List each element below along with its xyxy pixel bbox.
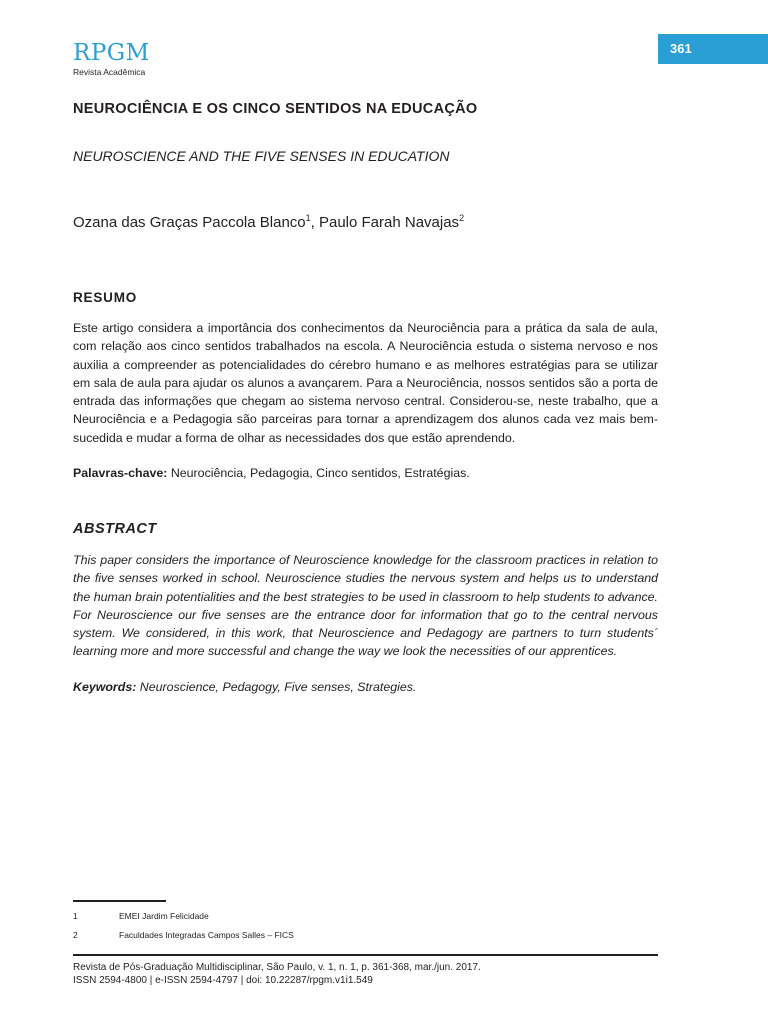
keywords-en-values: Neuroscience, Pedagogy, Five senses, Strategies. [136,680,417,694]
author-name: Ozana das Graças Paccola Blanco [73,214,306,231]
resumo-body: Este artigo considera a importância dos conhecimentos da Neurociência para a prática da sala de aula, com relação aos cinco sentidos trabalhados na escola. A Neurociência estuda o sistema nervoso e nos auxilia a compreender as potencialidades do cérebro humano e as melhores estratégias para se utilizar em sala de aula para ajudar os alunos a avançarem. Para a Neurociência, nossos sentidos são a porta de entrada das informações que chegam ao sistema nervoso central. Considerou-se, neste trabalho, que a Neurociência e a Pedagogia são parceiras para tornar a aprendizagem dos alunos cada vez mais bem-sucedida e mudar a forma de olhar as necessidades dos que estão aprendendo. [73,321,658,445]
article-title-pt: NEUROCIÊNCIA E OS CINCO SENTIDOS NA EDUCAÇÃO [73,101,478,117]
author-name: Paulo Farah Navajas [318,214,460,231]
author-separator: , [310,214,319,231]
keywords-en-label: Keywords: [73,680,137,694]
footnote-text: EMEI Jardim Felicidade [119,911,209,921]
keywords-en [73,678,658,696]
logo-title: RPGM [73,40,150,66]
footnote-text: Faculdades Integradas Campos Salles – FICS [119,930,294,940]
footer-citation: Revista de Pós-Graduação Multidisciplinar, São Paulo, v. 1, n. 1, p. 361-368, mar./jun. 2017. [73,962,481,973]
footnote-number: 2 [73,930,78,940]
abstract-body: This paper considers the importance of Neuroscience knowledge for the classroom practices in relation to the five senses worked in school. Neuroscience studies the nervous system and helps us to understand the human brain potentialities and the best strategies to be used in classroom to help students to advance. For Neuroscience our five senses are the entrance door for information that go to the central nervous system. We considered, in this work, that Neuroscience and Pedagogy are partners to turn students´ learning more and more successful and change the way we look the necessities of our apprentices. [73,553,658,659]
logo-subtitle: Revista Acadêmica [73,67,146,77]
footnote-divider [73,900,166,902]
article-title-en: NEUROSCIENCE AND THE FIVE SENSES IN EDUCATION [73,148,450,164]
footer-issn-doi: ISSN 2594-4800 | e-ISSN 2594-4797 | doi: 10.22287/rpgm.v1i1.549 [73,975,373,986]
keywords-pt [73,464,658,482]
resumo-heading: RESUMO [73,290,138,305]
authors-line [73,214,464,231]
page-number-badge: 361 [658,34,768,64]
author-footnote-ref[interactable]: 2 [459,213,465,223]
journal-logo [73,40,150,77]
keywords-pt-label: Palavras-chave: [73,466,168,480]
footnote [73,911,209,921]
footnote-number: 1 [73,911,78,921]
footer-divider [73,954,658,956]
footnote [73,930,294,940]
author-footnote-ref[interactable]: 1 [305,213,311,223]
abstract-heading: ABSTRACT [73,521,157,537]
keywords-pt-values: Neurociência, Pedagogia, Cinco sentidos, Estratégias. [167,466,470,480]
